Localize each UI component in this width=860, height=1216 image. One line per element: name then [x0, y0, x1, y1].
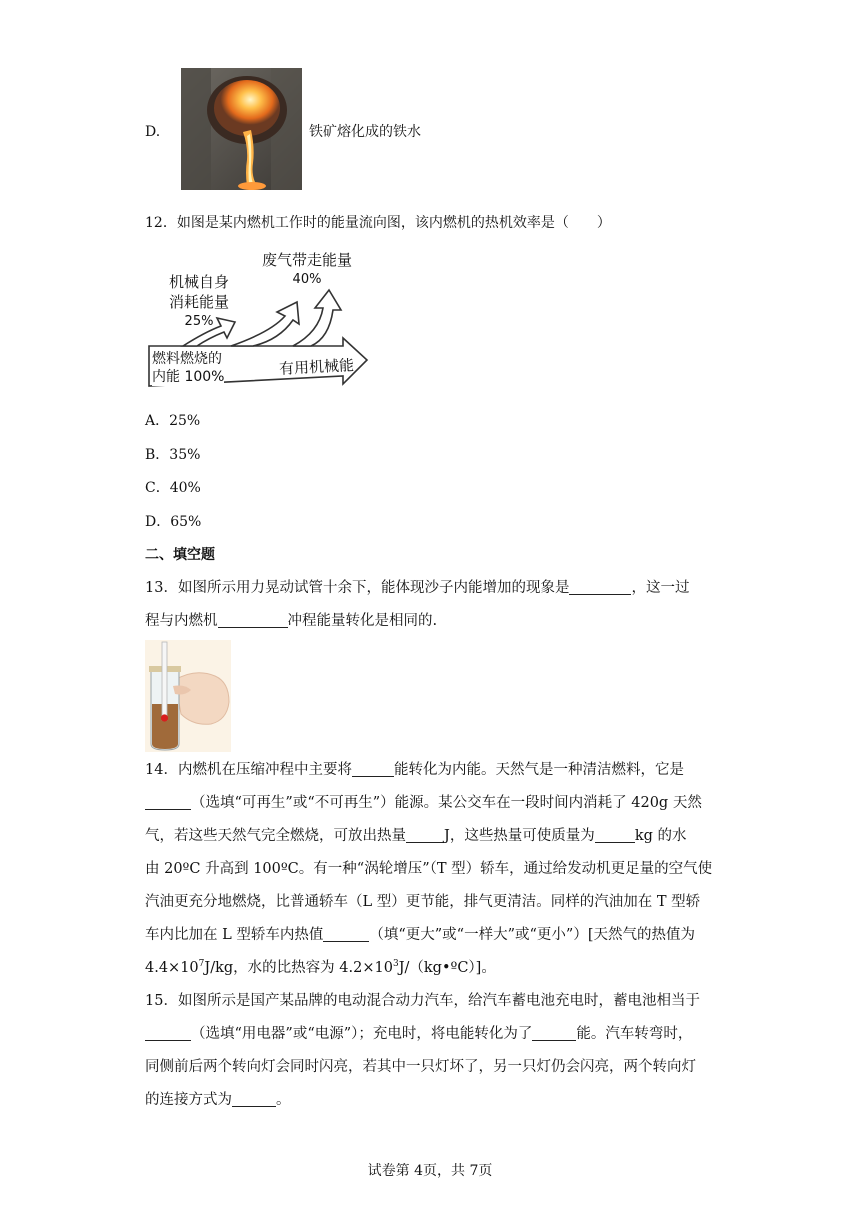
- q14-line1-a: 14．内燃机在压缩冲程中主要将: [145, 762, 352, 778]
- exhaust-arrow-1: [231, 302, 299, 346]
- q13-line2-a: 程与内燃机: [145, 613, 218, 629]
- q13-line1: [145, 578, 689, 598]
- q15-blank-1[interactable]: [145, 1024, 191, 1041]
- q13-line2: [145, 611, 437, 631]
- q14-line2: [145, 793, 702, 813]
- q15-blank-3[interactable]: [232, 1090, 276, 1107]
- section-title: 二、填空题: [145, 547, 215, 563]
- q14-line6: [145, 925, 695, 945]
- energy-flow-diagram: [143, 246, 375, 392]
- q14-exponent-2: 3: [392, 959, 399, 970]
- q14-blank-1[interactable]: [352, 760, 394, 777]
- fuel-line1: 燃料燃烧的: [152, 351, 222, 367]
- q14-line5: 汽油更充分地燃烧，比普通轿车（L 型）更节能，排气更清洁。同样的汽油加在 T 型轿: [145, 894, 701, 910]
- q13-line1-a: 13．如图所示用力晃动试管十余下，能体现沙子内能增加的现象是: [145, 580, 570, 596]
- exhaust-label: [257, 251, 357, 289]
- q14-line3-b: J，这些热量可使质量为: [444, 828, 595, 844]
- q11-option-d-label: D.: [145, 124, 161, 140]
- q13-blank-1[interactable]: [569, 578, 631, 595]
- exhaust-label-text: 废气带走能量: [261, 251, 352, 269]
- q12-option-a: A．25%: [145, 413, 201, 429]
- q15-line3: 同侧前后两个转向灯会同时闪亮，若其中一只灯坏了，另一只灯仍会闪亮，两个转向灯: [145, 1059, 696, 1075]
- q13-line1-b: ，这一过: [631, 580, 690, 596]
- q12-option-b: B．35%: [145, 447, 201, 463]
- exhaust-arrow-2: [293, 290, 341, 346]
- molten-iron-photo: [181, 68, 302, 190]
- q14-blank-5[interactable]: [323, 925, 369, 942]
- q13-line2-b: 冲程能量转化是相同的.: [287, 613, 438, 629]
- useful-energy-label: 有用机械能: [278, 356, 355, 378]
- q14-blank-4[interactable]: [595, 826, 635, 843]
- q12-option-d: D．65%: [145, 514, 202, 530]
- q14-line7-c: J/（kg•ºC）]。: [398, 960, 496, 976]
- self-loss-pct: 25%: [184, 314, 214, 329]
- q14-line4: 由 20ºC 升高到 100ºC。有一种“涡轮增压”（T 型）轿车，通过给发动机更足量的空气使: [145, 861, 713, 877]
- q11-option-d-caption: 铁矿熔化成的铁水: [309, 124, 421, 140]
- q15-line1: 15．如图所示是国产某品牌的电动混合动力汽车，给汽车蓄电池充电时，蓄电池相当于: [145, 993, 700, 1009]
- q14-line7: [145, 958, 496, 978]
- q15-line2: [145, 1024, 692, 1044]
- q14-exponent-1: 7: [198, 959, 205, 970]
- q15-line4-a: 的连接方式为: [145, 1092, 232, 1108]
- self-loss-label: [164, 272, 234, 332]
- test-tube-photo: [145, 640, 231, 752]
- q15-line4-b: 。: [276, 1092, 291, 1108]
- q15-blank-2[interactable]: [532, 1024, 576, 1041]
- q14-line1-b: 能转化为内能。天然气是一种清洁燃料，它是: [393, 762, 684, 778]
- q13-blank-2[interactable]: [218, 611, 288, 628]
- fuel-line2: 内能 100%: [152, 369, 225, 385]
- q14-blank-2[interactable]: [145, 793, 191, 810]
- fuel-label: [152, 350, 224, 386]
- q12-stem: 12．如图是某内燃机工作时的能量流向图，该内燃机的热机效率是（ ）: [145, 215, 611, 231]
- q14-line7-a: 4.4×10: [145, 960, 199, 976]
- q14-blank-3[interactable]: [406, 826, 444, 843]
- q14-line3-a: 气，若这些天然气完全燃烧，可放出热量: [145, 828, 406, 844]
- q15-line2-b: 能。汽车转弯时，: [576, 1026, 693, 1042]
- q15-line4: [145, 1090, 291, 1110]
- q14-line6-b: （填“更大”或“一样大”或“更小”）[天然气的热值为: [369, 927, 695, 943]
- self-loss-line1: 机械自身: [168, 273, 229, 291]
- page-footer: 试卷第 4页，共 7页: [367, 1163, 493, 1179]
- q15-line2-a: （选填“用电器”或“电源”）；充电时，将电能转化为了: [191, 1026, 533, 1042]
- q14-line3-c: kg 的水: [634, 828, 687, 844]
- q14-line3: [145, 826, 687, 846]
- q14-line1: [145, 760, 684, 780]
- q14-line6-a: 车内比加在 L 型轿车内热值: [145, 927, 324, 943]
- exhaust-pct: 40%: [292, 272, 322, 287]
- q14-line7-b: J/kg，水的比热容为 4.2×10: [204, 960, 393, 976]
- molten-iron-illustration: [181, 68, 302, 190]
- test-tube-illustration: [145, 640, 231, 752]
- self-loss-line2: 消耗能量: [168, 293, 229, 311]
- q14-line2-text: （选填“可再生”或“不可再生”）能源。某公交车在一段时间内消耗了 420g 天然: [191, 795, 702, 811]
- q12-option-c: C．40%: [145, 480, 201, 496]
